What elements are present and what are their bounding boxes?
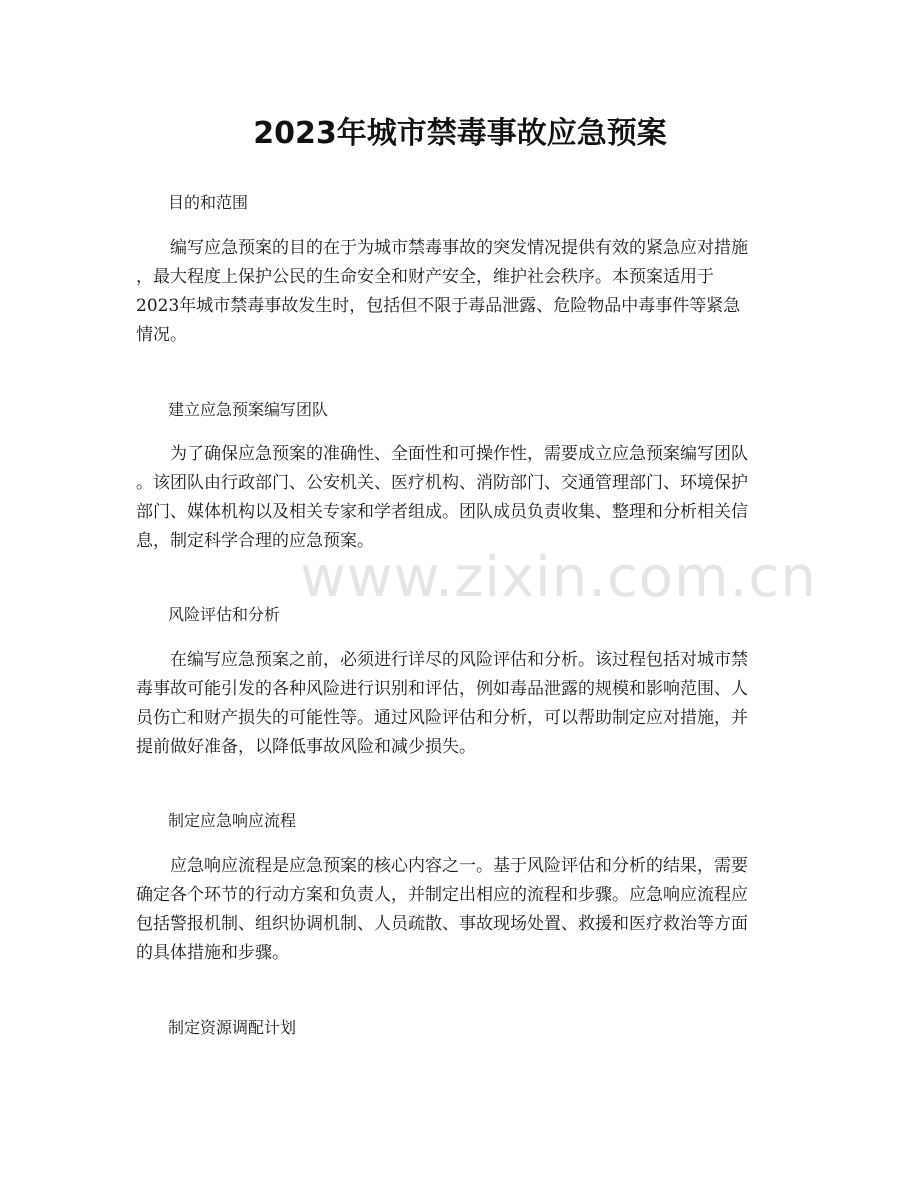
section-paragraph-response	[136, 852, 790, 968]
paragraph-line: 提前做好准备，以降低事故风险和减少损失。	[136, 737, 476, 757]
paragraph-line: ，最大程度上保护公民的生命安全和财产安全，维护社会秩序。本预案适用于	[136, 267, 714, 287]
section-heading-resources: 制定资源调配计划	[168, 1018, 297, 1037]
section-paragraph-team	[136, 440, 790, 556]
paragraph-line: 员伤亡和财产损失的可能性等。通过风险评估和分析，可以帮助制定应对措施，并	[136, 708, 748, 728]
paragraph-line: 部门、媒体机构以及相关专家和学者组成。团队成员负责收集、整理和分析相关信	[136, 502, 748, 522]
section-paragraph-risk	[136, 646, 790, 762]
section-heading-risk: 风险评估和分析	[168, 605, 281, 624]
paragraph-line: 2023年城市禁毒事故发生时，包括但不限于毒品泄露、危险物品中毒事件等紧急	[136, 296, 741, 316]
section-paragraph-purpose	[136, 234, 790, 350]
paragraph-line: 编写应急预案的目的在于为城市禁毒事故的突发情况提供有效的紧急应对措施	[170, 238, 748, 258]
paragraph-line: 。该团队由行政部门、公安机关、医疗机构、消防部门、交通管理部门、环境保护	[136, 473, 748, 493]
paragraph-line: 情况。	[136, 325, 187, 345]
section-heading-response: 制定应急响应流程	[168, 811, 297, 830]
watermark: www.zixin.com.cn	[300, 545, 817, 610]
section-heading-purpose: 目的和范围	[168, 193, 249, 212]
paragraph-line: 在编写应急预案之前，必须进行详尽的风险评估和分析。该过程包括对城市禁	[170, 650, 748, 670]
paragraph-line: 毒事故可能引发的各种风险进行识别和评估，例如毒品泄露的规模和影响范围、人	[136, 679, 748, 699]
paragraph-line: 包括警报机制、组织协调机制、人员疏散、事故现场处置、救援和医疗救治等方面	[136, 914, 748, 934]
section-heading-team: 建立应急预案编写团队	[168, 400, 329, 419]
paragraph-line: 息，制定科学合理的应急预案。	[136, 531, 374, 551]
document-title: 2023年城市禁毒事故应急预案	[253, 116, 667, 151]
paragraph-line: 为了确保应急预案的准确性、全面性和可操作性，需要成立应急预案编写团队	[170, 444, 748, 464]
paragraph-line: 的具体措施和步骤。	[136, 943, 289, 963]
paragraph-line: 应急响应流程是应急预案的核心内容之一。基于风险评估和分析的结果，需要	[170, 856, 748, 876]
paragraph-line: 确定各个环节的行动方案和负责人，并制定出相应的流程和步骤。应急响应流程应	[136, 885, 748, 905]
